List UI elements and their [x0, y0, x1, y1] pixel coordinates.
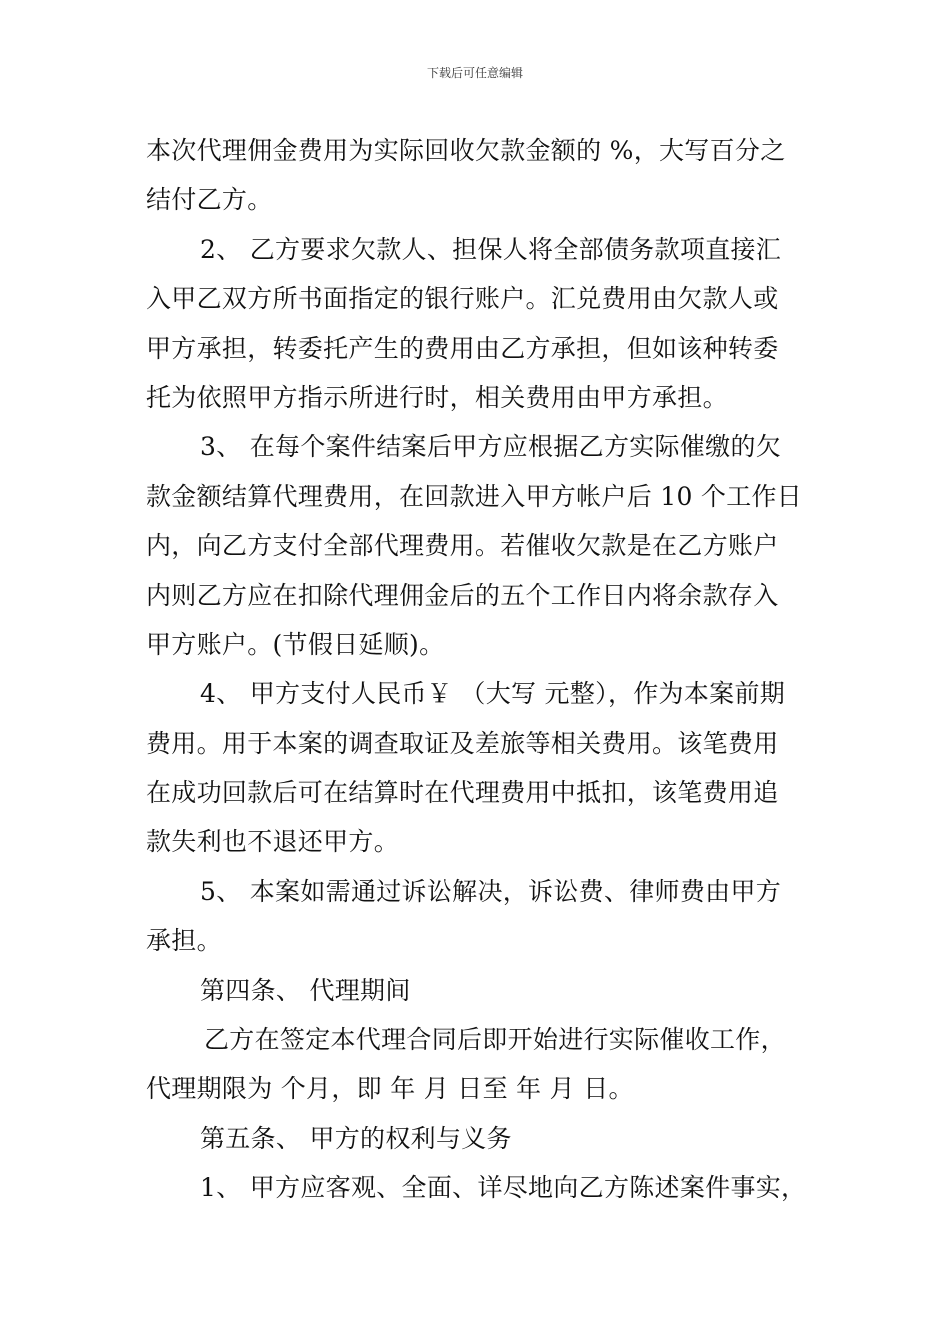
text-line: 结付乙方。 — [146, 185, 273, 215]
text-line: 费用。用于本案的调查取证及差旅等相关费用。该笔费用 — [146, 728, 779, 758]
text-line: 本次代理佣金费用为实际回收欠款金额的 %，大写百分之 — [146, 136, 786, 165]
text-line: 乙方在签定本代理合同后即开始进行实际催收工作， — [204, 1025, 786, 1055]
text-line: 1、 甲方应客观、全面、详尽地向乙方陈述案件事实， — [200, 1173, 807, 1203]
text-line: 5、 本案如需通过诉讼解决，诉讼费、律师费由甲方 — [200, 876, 782, 906]
text-line: 内，向乙方支付全部代理费用。若催收欠款是在乙方账户 — [146, 531, 779, 561]
page-header: 下载后可任意编辑 — [426, 66, 523, 80]
text-line: 承担。 — [146, 926, 222, 956]
text-line: 第四条、 代理期间 — [200, 975, 411, 1005]
text-line: 代理期限为 个月，即 年 月 日至 年 月 日。 — [146, 1074, 634, 1104]
text-line: 内则乙方应在扣除代理佣金后的五个工作日内将余款存入 — [146, 580, 779, 610]
text-line: 在成功回款后可在结算时在代理费用中抵扣，该笔费用追 — [146, 778, 779, 808]
text-line: 4、 甲方支付人民币￥ （大写 元整），作为本案前期 — [200, 679, 786, 709]
text-line: 款金额结算代理费用，在回款进入甲方帐户后 10 个工作日 — [146, 481, 803, 511]
text-line: 托为依照甲方指示所进行时，相关费用由甲方承担。 — [146, 382, 728, 412]
text-line: 款失利也不退还甲方。 — [146, 827, 400, 857]
text-line: 甲方承担，转委托产生的费用由乙方承担，但如该种转委 — [146, 333, 779, 363]
text-line: 甲方账户。(节假日延顺)。 — [146, 629, 445, 659]
text-line: 入甲乙双方所书面指定的银行账户。汇兑费用由欠款人或 — [146, 284, 779, 314]
text-line: 3、 在每个案件结案后甲方应根据乙方实际催缴的欠 — [200, 432, 782, 462]
text-line: 第五条、 甲方的权利与义务 — [200, 1123, 512, 1153]
text-line: 2、 乙方要求欠款人、担保人将全部债务款项直接汇 — [200, 234, 782, 264]
document-body — [146, 126, 826, 1213]
